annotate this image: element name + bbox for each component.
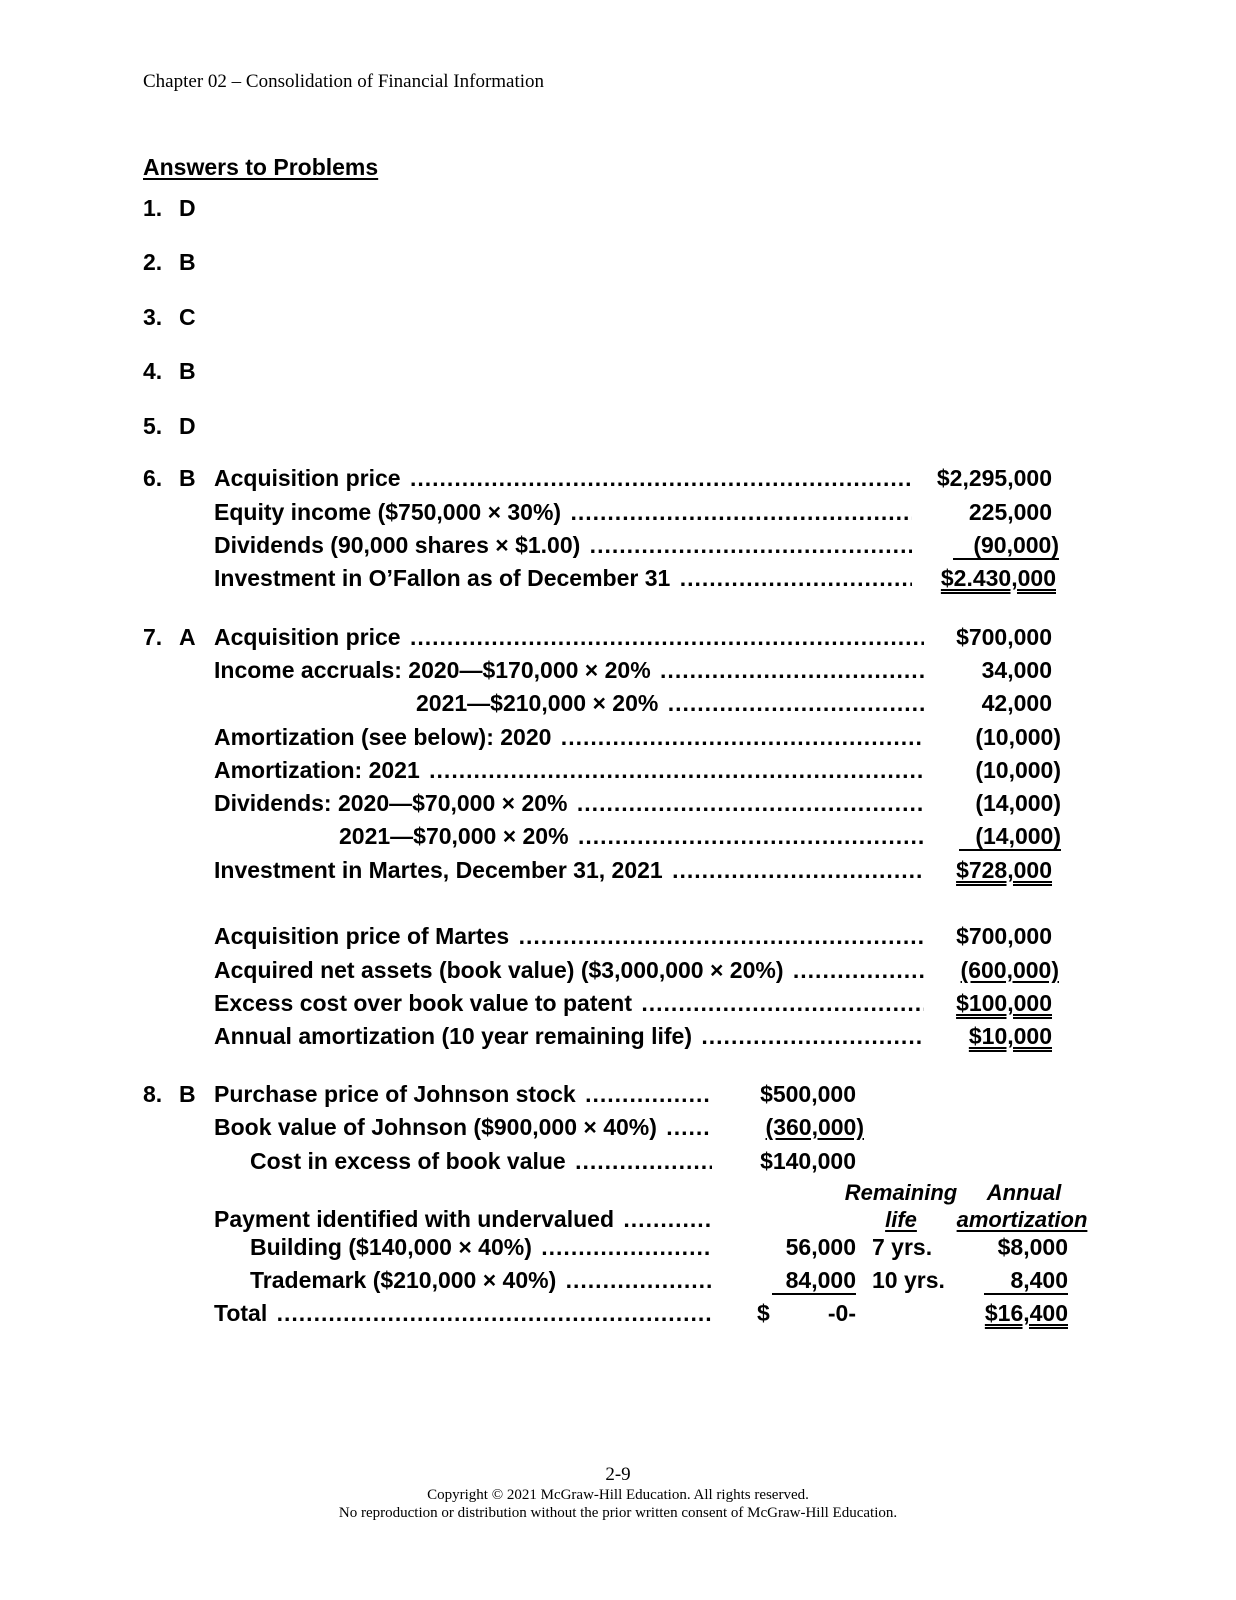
p7-row-value: (14,000) (975, 790, 1061, 816)
answer-3 (143, 302, 196, 332)
underlined-value: (360,000) (765, 1114, 864, 1140)
p8-row-label: Purchase price of Johnson stock ..... (214, 1081, 712, 1108)
answer-letter: A (179, 624, 196, 650)
p8-alloc-value (712, 1267, 856, 1295)
p6-row-value: 225,000 (968, 499, 1052, 525)
p7-row-label: Investment in Martes, December 31, 2021 ..... (214, 857, 924, 884)
problem-7-number (143, 624, 196, 651)
p8-alloc-label: Trademark ($210,000 × 40%) ..... (250, 1267, 712, 1294)
p7-excess-label: Annual amortization (10 year remaining life) ..... (214, 1023, 924, 1050)
p7-row-label: Amortization (see below): 2020 ..... (214, 724, 924, 751)
col-header-life: life (885, 1207, 917, 1232)
answer-letter: B (179, 1081, 196, 1107)
answer-letter: D (179, 195, 196, 221)
p8-total-dollar: $ (757, 1300, 770, 1326)
answer-letter: B (179, 249, 196, 275)
p8-row-value: $140,000 (760, 1148, 856, 1174)
p8-alloc-value: 56,000 (785, 1234, 856, 1260)
p8-total-label: Total ..... (214, 1300, 712, 1327)
p8-alloc-life: 7 yrs. (872, 1234, 933, 1260)
answer-number: 8. (143, 1081, 163, 1107)
p8-payment-label: Payment identified with undervalued ..... (214, 1206, 712, 1233)
p7-excess-value: (600,000) (960, 957, 1059, 983)
p8-total-amort: $16,400 (984, 1300, 1068, 1326)
p7-row-value: (10,000) (975, 724, 1061, 750)
p6-total-value: $2.430,000 (940, 565, 1056, 591)
answer-5 (143, 411, 196, 441)
answer-number: 5. (143, 413, 163, 439)
underlined-value: 84,000 (772, 1268, 856, 1295)
page-number: 2-9 (605, 1464, 631, 1485)
p8-alloc-label: Building ($140,000 × 40%) ..... (250, 1234, 712, 1261)
answer-4 (143, 356, 196, 386)
p8-row-label: Book value of Johnson ($900,000 × 40%) ..... (214, 1114, 712, 1141)
p8-alloc-amort: $8,000 (997, 1234, 1068, 1260)
p7-total-value: $728,000 (956, 857, 1052, 883)
p7-excess-value: $100,000 (956, 990, 1052, 1016)
answer-number: 4. (143, 358, 163, 384)
answer-letter: C (179, 304, 196, 330)
answer-number: 1. (143, 195, 163, 221)
p6-row-label: Acquisition price ..... (214, 465, 912, 492)
p7-row-label: Acquisition price ..... (214, 624, 924, 651)
answer-number: 7. (143, 624, 163, 650)
p7-row-label: Income accruals: 2020—$170,000 × 20% ..... (214, 657, 924, 684)
p7-excess-value: $10,000 (968, 1023, 1052, 1049)
answer-letter: B (179, 358, 196, 384)
problem-6-number (143, 465, 196, 492)
p8-row-value (712, 1114, 864, 1141)
answer-2 (143, 247, 196, 277)
p7-row-label: Amortization: 2021 ..... (214, 757, 924, 784)
p7-row-label: 2021—$210,000 × 20% ..... (416, 690, 924, 717)
p7-row-value: 42,000 (981, 690, 1052, 716)
p8-row-label: Cost in excess of book value ..... (250, 1148, 712, 1175)
p7-row-value (924, 823, 1061, 851)
answer-number: 2. (143, 249, 163, 275)
p7-row-value: 34,000 (981, 657, 1052, 683)
underlined-value: (14,000) (959, 824, 1061, 851)
underlined-value: (90,000) (953, 533, 1059, 560)
problem-8-number (143, 1081, 196, 1108)
p7-row-value: (10,000) (975, 757, 1061, 783)
answer-number: 3. (143, 304, 163, 330)
page-header: Chapter 02 – Consolidation of Financial Information (143, 71, 545, 92)
p8-total-value: -0- (827, 1300, 856, 1326)
p6-row-label: Dividends (90,000 shares × $1.00) ..... (214, 532, 912, 559)
col-header-annual: Annual (986, 1180, 1062, 1205)
underlined-value: 8,400 (984, 1268, 1068, 1295)
reproduction-notice: No reproduction or distribution without the prior written consent of McGraw-Hill Education. (338, 1505, 898, 1521)
p7-row-label: 2021—$70,000 × 20% ..... (339, 823, 924, 850)
p7-excess-value: $700,000 (956, 923, 1052, 949)
answer-letter: B (179, 465, 196, 491)
col-header-remaining: Remaining (844, 1180, 958, 1205)
p7-excess-label: Acquisition price of Martes ..... (214, 923, 924, 950)
p8-alloc-life: 10 yrs. (872, 1267, 945, 1293)
answer-letter: D (179, 413, 196, 439)
p8-row-value: $500,000 (760, 1081, 856, 1107)
p6-row-value: $2,295,000 (936, 465, 1052, 491)
answer-number: 6. (143, 465, 163, 491)
p7-row-value: $700,000 (956, 624, 1052, 650)
p6-row-value (912, 532, 1059, 560)
p8-alloc-amort (960, 1267, 1068, 1295)
p6-row-label: Investment in O’Fallon as of December 31 ..... (214, 565, 912, 592)
p6-row-label: Equity income ($750,000 × 30%) ..... (214, 499, 912, 526)
section-title: Answers to Problems (143, 154, 379, 180)
p7-excess-label: Excess cost over book value to patent ..... (214, 990, 924, 1017)
answer-1 (143, 193, 196, 223)
p7-row-label: Dividends: 2020—$70,000 × 20% ..... (214, 790, 924, 817)
p7-excess-label: Acquired net assets (book value) ($3,000,000 × 20%) ..... (214, 957, 924, 984)
col-header-amortization: amortization (956, 1207, 1088, 1232)
copyright-line: Copyright © 2021 McGraw-Hill Education. All rights reserved. (427, 1487, 809, 1503)
